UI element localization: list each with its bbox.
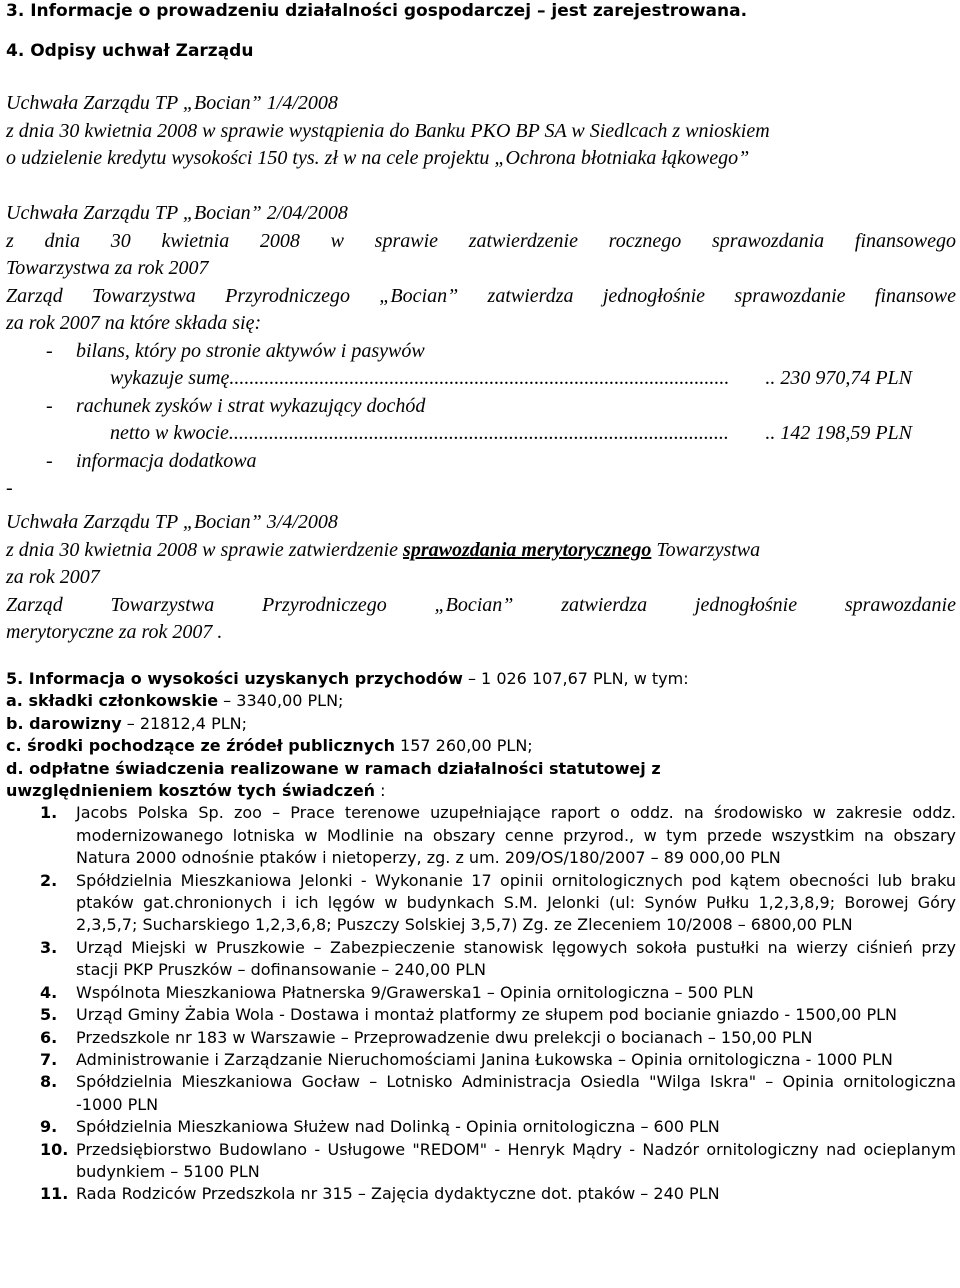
- list-item: [6, 475, 956, 503]
- service-item-number: 2.: [40, 870, 58, 890]
- revenue-a-label: a. składki członkowskie: [6, 691, 219, 711]
- services-list: [6, 802, 956, 1205]
- list-item-text: bilans, który po stronie aktywów i pasywów: [76, 339, 425, 362]
- service-item: [6, 1116, 956, 1138]
- resolution-2-line-1: z dnia 30 kwietnia 2008 w sprawie zatwierdzenie rocznego sprawozdania finansowego: [6, 229, 956, 252]
- list-item: [6, 448, 956, 476]
- service-item: [6, 802, 956, 869]
- service-item-text: Urząd Miejski w Pruszkowie – Zabezpieczenie stanowisk lęgowych sokoła pustułki na wierzy ciśnień przy stacji PKP Pruszków – dofinansowanie – 240,00 PLN: [76, 937, 956, 980]
- amount-line-income: [6, 420, 956, 448]
- revenue-c: [6, 735, 956, 757]
- resolution-1: [6, 90, 956, 173]
- list-dash: -: [46, 339, 53, 362]
- service-item: [6, 1183, 956, 1205]
- resolution-3-line-4: merytoryczne za rok 2007 .: [6, 621, 223, 643]
- service-item-number: 6.: [40, 1027, 58, 1047]
- service-item: [6, 937, 956, 982]
- section-3-heading: 3. Informacje o prowadzeniu działalności gospodarczej – jest zarejestrowana.: [6, 1, 748, 21]
- list-dash: -: [46, 449, 53, 472]
- service-item-number: 5.: [40, 1005, 58, 1025]
- amount-value: .. 142 198,59 PLN: [765, 422, 912, 444]
- service-item: [6, 870, 956, 937]
- service-item-number: 3.: [40, 937, 58, 957]
- service-item-number: 10.: [40, 1139, 69, 1159]
- service-item: [6, 1139, 956, 1184]
- service-item-number: 4.: [40, 982, 58, 1002]
- resolution-3-line-1a: z dnia 30 kwietnia 2008 w sprawie zatwierdzenie: [6, 538, 404, 561]
- revenue-d-label: uwzględnieniem kosztów tych świadczeń: [6, 781, 376, 801]
- revenue-d-line-1: d. odpłatne świadczenia realizowane w ramach działalności statutowej z: [6, 758, 661, 778]
- service-item-text: Rada Rodziców Przedszkola nr 315 – Zajęcia dydaktyczne dot. ptaków – 240 PLN: [76, 1184, 720, 1204]
- amount-value: .. 230 970,74 PLN: [765, 367, 912, 389]
- service-item-text: Urząd Gminy Żabia Wola - Dostawa i montaż platformy ze słupem pod bocianie gniazdo - 1500,00 PLN: [76, 1005, 897, 1025]
- service-item: [6, 1049, 956, 1071]
- resolution-2: [6, 200, 956, 503]
- resolution-3: [6, 509, 956, 647]
- amount-leader: netto w kwocie....................................................................................................: [110, 422, 729, 444]
- service-item-text: Przedsiębiorstwo Budowlano - Usługowe "REDOM" - Henryk Mądry - Nadzór ornitologiczny nad ocieplanym budynkiem – 5100 PLN: [76, 1139, 956, 1181]
- service-item-number: 8.: [40, 1072, 58, 1092]
- section-5-heading: [6, 668, 956, 690]
- resolution-1-line-1: z dnia 30 kwietnia 2008 w sprawie wystąpienia do Banku PKO BP SA w Siedlcach z wnioskiem: [6, 119, 770, 142]
- revenue-b-value: – 21812,4 PLN;: [121, 713, 247, 733]
- revenue-c-value: 157 260,00 PLN;: [394, 736, 533, 756]
- amount-line-assets: [6, 365, 956, 393]
- revenue-b-label: b. darowizny: [6, 713, 122, 733]
- service-item-text: Przedszkole nr 183 w Warszawie – Przeprowadzenie dwu prelekcji o bocianach – 150,00 PLN: [76, 1027, 813, 1047]
- service-item: [6, 1027, 956, 1049]
- revenue-d-line-2: [6, 780, 956, 802]
- resolution-1-line-2: [6, 145, 956, 173]
- section-5-heading-amount: – 1 026 107,67 PLN, w tym:: [462, 669, 689, 688]
- service-item-text: Spółdzielnia Mieszkaniowa Służew nad Dolinką - Opinia ornitologiczna – 600 PLN: [76, 1117, 720, 1137]
- resolution-3-title: Uchwała Zarządu TP „Bocian” 3/4/2008: [6, 511, 338, 533]
- resolution-1-title: Uchwała Zarządu TP „Bocian” 1/4/2008: [6, 92, 338, 114]
- revenue-b: [6, 713, 956, 735]
- service-item: [6, 982, 956, 1004]
- revenue-a-value: – 3340,00 PLN;: [218, 691, 344, 711]
- resolution-3-line-3: Zarząd Towarzystwa Przyrodniczego „Bocian” zatwierdza jednogłośnie sprawozdanie: [6, 593, 956, 616]
- section-5: [6, 668, 956, 1206]
- resolution-1-line-2a: o udzielenie kredytu wysokości 150 tys.: [6, 147, 320, 169]
- service-item-text: Spółdzielnia Mieszkaniowa Jelonki - Wykonanie 17 opinii ornitologicznych pod kątem obecności lub braku ptaków gat.chronionych i ich lęgów w budynkach S.M. Jelonki (ul: Synów Pułku 1,2,3,8,9; Borowej Góry 2,3,5,7; Sucharskiego 1,2,3,6,8; Puszczy Solskiej 3,5,7) Zg. ze Zleceniem 10/2008 – 6800,00 PLN: [76, 870, 956, 935]
- section-4-heading: 4. Odpisy uchwał Zarządu: [6, 41, 254, 61]
- service-item-number: 9.: [40, 1117, 58, 1137]
- resolution-3-line-1: [6, 537, 956, 565]
- service-item-text: Administrowanie i Zarządzanie Nieruchomościami Janina Łukowska – Opinia ornitologiczna - 1000 PLN: [76, 1049, 893, 1069]
- section-5-heading-bold: 5. Informacja o wysokości uzyskanych przychodów: [6, 669, 463, 688]
- list-item-text: rachunek zysków i strat wykazujący dochód: [76, 394, 426, 417]
- revenue-a: [6, 690, 956, 712]
- list-item-text: informacja dodatkowa: [76, 449, 257, 472]
- revenue-c-label: c. środki pochodzące ze źródeł publicznych: [6, 736, 395, 756]
- list-dash: -: [6, 477, 13, 499]
- resolution-1-line-2b: zł w na cele projektu „Ochrona błotniaka łąkowego”: [319, 147, 750, 169]
- service-item-text: Jacobs Polska Sp. zoo – Prace terenowe uzupełniające raport o oddz. na środowisko w zakresie oddz. modernizowanego lotniska w Modlinie na obszary cenne przyrod., w tym przede wszystkim na obszary Natura 2000 odnośnie ptaków i nietoperzy, zg. z um. 209/OS/180/2007 – 89 000,00 PLN: [76, 803, 956, 868]
- service-item-number: 7.: [40, 1049, 58, 1069]
- service-item: [6, 1004, 956, 1026]
- list-item: [6, 393, 956, 421]
- resolution-3-line-2: za rok 2007: [6, 566, 100, 588]
- service-item-number: 1.: [40, 803, 58, 823]
- resolution-3-line-1b: sprawozdania merytorycznego: [403, 538, 652, 561]
- resolution-2-title: Uchwała Zarządu TP „Bocian” 2/04/2008: [6, 202, 348, 224]
- resolution-2-line-4: za rok 2007 na które składa się:: [6, 312, 262, 334]
- service-item-text: Wspólnota Mieszkaniowa Płatnerska 9/Grawerska1 – Opinia ornitologiczna – 500 PLN: [76, 982, 754, 1002]
- resolution-2-line-2: Towarzystwa za rok 2007: [6, 257, 209, 279]
- list-dash: -: [46, 394, 53, 417]
- revenue-d-colon: :: [375, 781, 386, 801]
- service-item-text: Spółdzielnia Mieszkaniowa Gocław – Lotnisko Administracja Osiedla "Wilga Iskra" – Opinia ornitologiczna -1000 PLN: [76, 1072, 956, 1114]
- list-item: [6, 338, 956, 366]
- resolution-3-line-1c: Towarzystwa: [651, 538, 761, 561]
- service-item: [6, 1071, 956, 1116]
- resolution-2-list: [6, 338, 956, 503]
- amount-leader: wykazuje sumę....................................................................................................: [110, 367, 730, 389]
- resolution-2-line-3: Zarząd Towarzystwa Przyrodniczego „Bocian” zatwierdza jednogłośnie sprawozdanie finansowe: [6, 284, 956, 307]
- amount-label: netto w kwocie: [110, 422, 229, 444]
- service-item-number: 11.: [40, 1184, 69, 1204]
- amount-label: wykazuje sumę: [110, 367, 230, 389]
